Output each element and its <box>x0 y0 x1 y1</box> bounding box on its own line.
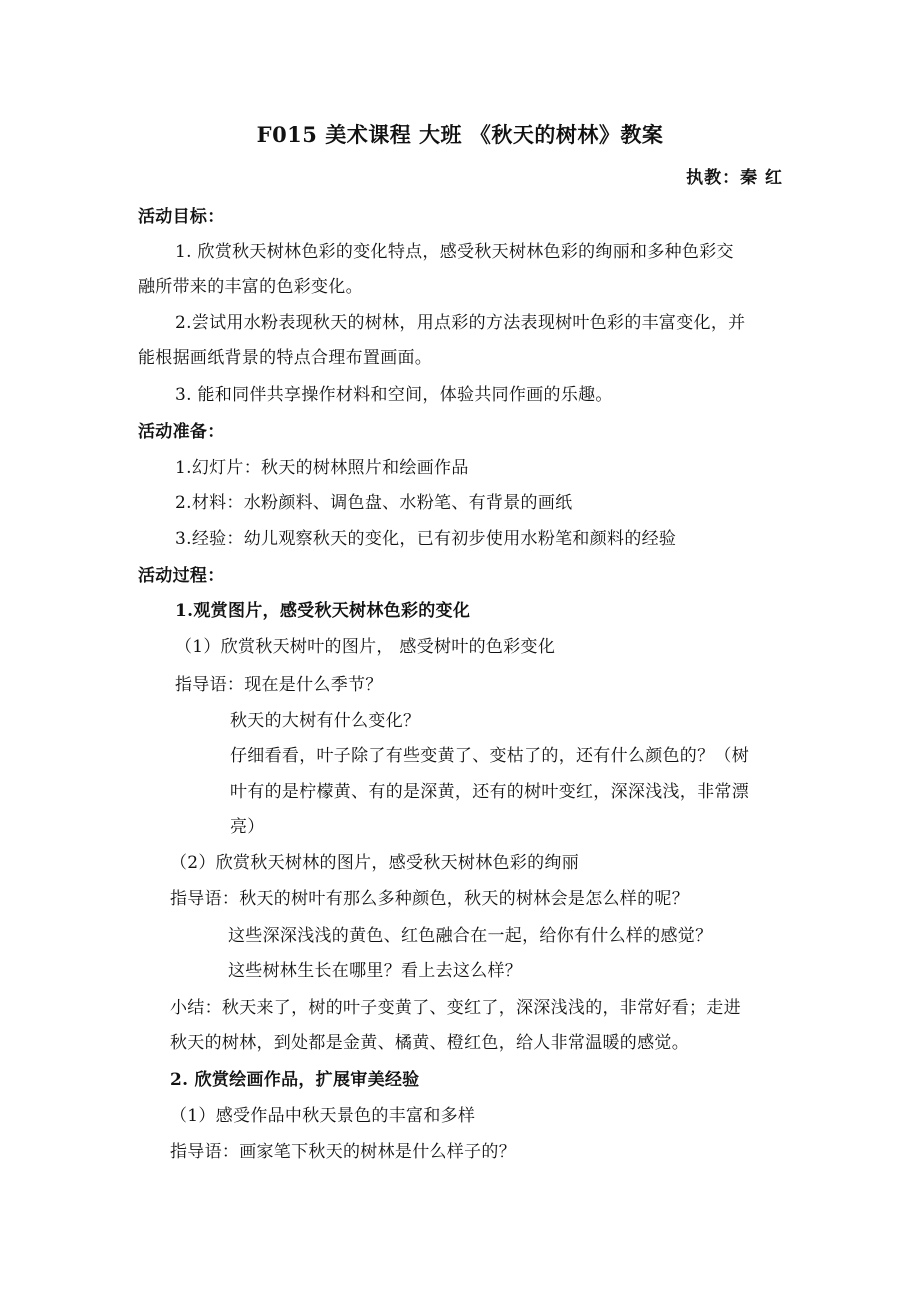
objective-1-line-1: 1. 欣赏秋天树林色彩的变化特点，感受秋天树林色彩的绚丽和多种色彩交 <box>175 242 734 262</box>
guide-1-question-3-line-1: 仔细看看，叶子除了有些变黄了、变枯了的，还有什么颜色的？（树 <box>230 746 749 766</box>
sub-step-1: （1）欣赏秋天树叶的图片， 感受树叶的色彩变化 <box>175 637 556 657</box>
preparation-heading: 活动准备： <box>138 422 225 442</box>
guide-3: 指导语：画家笔下秋天的树林是什么样子的？ <box>170 1142 516 1162</box>
sub-step-3: （1）感受作品中秋天景色的丰富和多样 <box>170 1106 476 1126</box>
guide-2: 指导语：秋天的树叶有那么多种颜色，秋天的树林会是怎么样的呢？ <box>170 889 689 909</box>
guide-1-question-3-line-2: 叶有的是柠檬黄、有的是深黄，还有的树叶变红，深深浅浅，非常漂 <box>230 782 749 802</box>
objectives-heading: 活动目标： <box>138 207 225 227</box>
step-2-heading: 2. 欣赏绘画作品，扩展审美经验 <box>170 1070 420 1090</box>
summary-line-2: 秋天的树林，到处都是金黄、橘黄、橙红色，给人非常温暖的感觉。 <box>170 1033 689 1053</box>
document-title: F015 美术课程 大班 《秋天的树林》教案 <box>256 122 664 147</box>
preparation-3: 3.经验：幼儿观察秋天的变化，已有初步使用水粉笔和颜料的经验 <box>175 529 677 549</box>
guide-2-question-2: 这些深深浅浅的黄色、红色融合在一起，给你有什么样的感觉？ <box>228 926 713 946</box>
guide-1-question-2: 秋天的大树有什么变化？ <box>230 711 421 731</box>
objective-1-line-2: 融所带来的丰富的色彩变化。 <box>138 277 363 297</box>
guide-2-question-3: 这些树林生长在哪里？看上去这么样？ <box>228 961 523 981</box>
preparation-2: 2.材料：水粉颜料、调色盘、水粉笔、有背景的画纸 <box>175 493 573 513</box>
objective-2-line-2: 能根据画纸背景的特点合理布置画面。 <box>138 348 433 368</box>
sub-step-2: （2）欣赏秋天树林的图片，感受秋天树林色彩的绚丽 <box>170 853 580 873</box>
objective-2-line-1: 2.尝试用水粉表现秋天的树林，用点彩的方法表现树叶色彩的丰富变化，并 <box>175 313 746 333</box>
guide-1: 指导语：现在是什么季节？ <box>175 675 383 695</box>
objective-3: 3. 能和同伴共享操作材料和空间，体验共同作画的乐趣。 <box>175 385 613 405</box>
step-1-heading: 1.观赏图片，感受秋天树林色彩的变化 <box>175 601 471 621</box>
guide-1-question-3-line-3: 亮） <box>230 817 265 837</box>
preparation-1: 1.幻灯片：秋天的树林照片和绘画作品 <box>175 458 469 478</box>
author-line: 执教：秦 红 <box>686 168 783 188</box>
process-heading: 活动过程： <box>138 566 225 586</box>
summary-line-1: 小结：秋天来了，树的叶子变黄了、变红了，深深浅浅的，非常好看；走进 <box>170 998 741 1018</box>
